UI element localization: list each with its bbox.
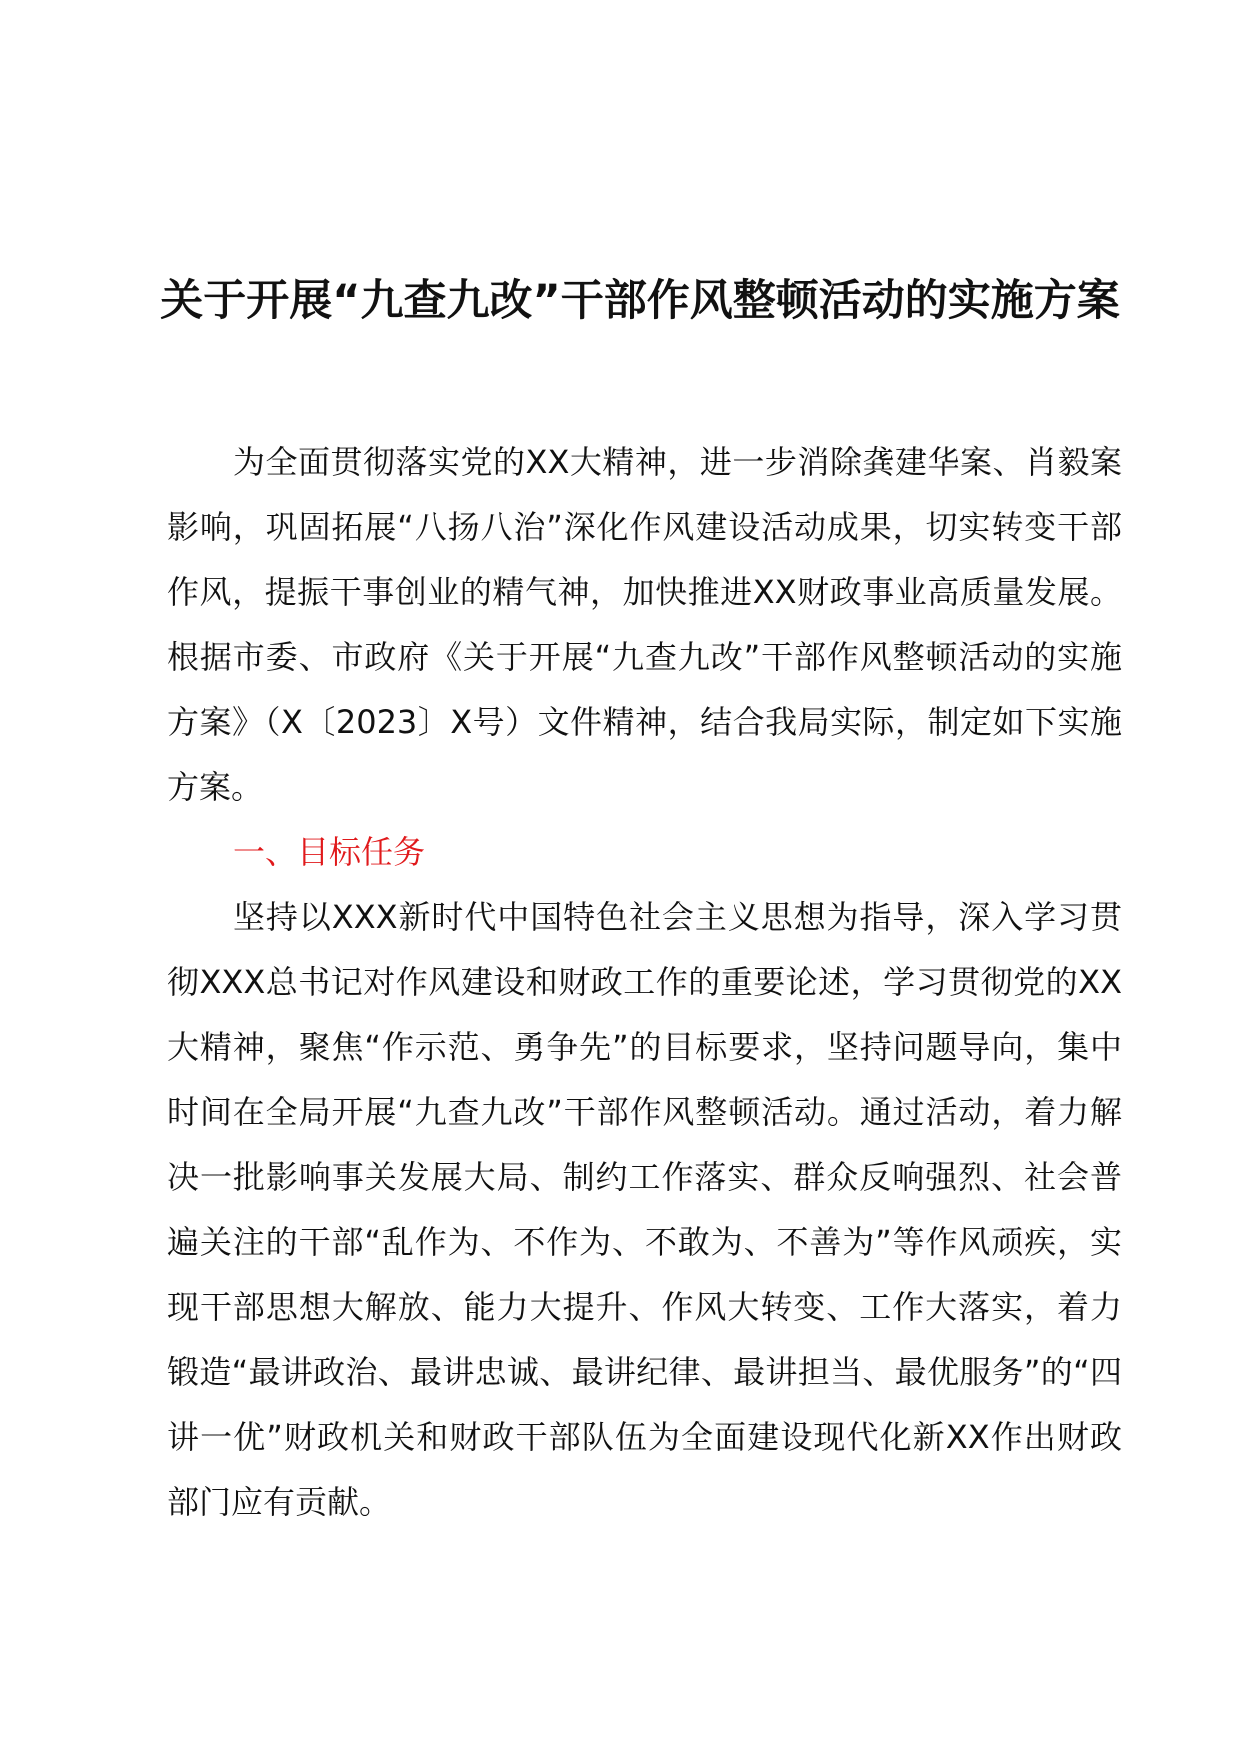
document-body xyxy=(167,430,1122,1535)
document-title: 关于开展“九查九改”干部作风整顿活动的实施方案 xyxy=(160,276,1120,326)
section-heading-goals: 一、目标任务 xyxy=(233,833,426,871)
intro-paragraph: 为全面贯彻落实党的XX大精神，进一步消除龚建华案、肖毅案影响，巩固拓展“八扬八治”深化作风建设活动成果，切实转变干部作风，提振干事创业的精气神，加快推进XX财政事业高质量发展。根据市委、市政府《关于开展“九查九改”干部作风整顿活动的实施方案》（X〔2023〕X号）文件精神，结合我局实际，制定如下实施方案。 xyxy=(167,443,1122,806)
goals-paragraph: 坚持以XXX新时代中国特色社会主义思想为指导，深入学习贯彻XXX总书记对作风建设和财政工作的重要论述，学习贯彻党的XX大精神，聚焦“作示范、勇争先”的目标要求，坚持问题导向，集中时间在全局开展“九查九改”干部作风整顿活动。通过活动，着力解决一批影响事关发展大局、制约工作落实、群众反响强烈、社会普遍关注的干部“乱作为、不作为、不敢为、不善为”等作风顽疾，实现干部思想大解放、能力大提升、作风大转变、工作大落实，着力锻造“最讲政治、最讲忠诚、最讲纪律、最讲担当、最优服务”的“四讲一优”财政机关和财政干部队伍为全面建设现代化新XX作出财政部门应有贡献。 xyxy=(167,898,1122,1521)
